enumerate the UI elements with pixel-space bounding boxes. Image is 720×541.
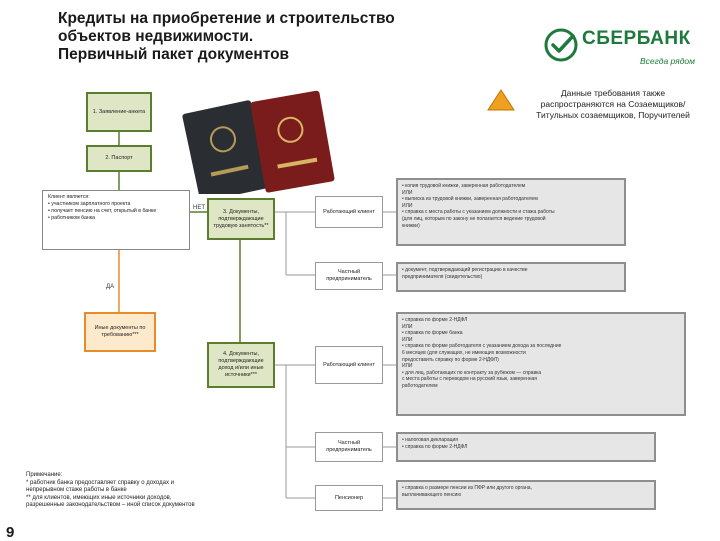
sberbank-logo-icon: [544, 28, 578, 62]
title-line-1: Кредиты на приобретение и строительство: [58, 10, 395, 27]
panel-line: с места работы с переводом на русский язык, заверенная: [402, 376, 537, 383]
footnote: [26, 472, 276, 510]
panel-line: работодателем: [402, 382, 438, 389]
panel-line: книжки): [402, 222, 420, 229]
panel-line: • выписка из трудовой книжки, заверенная работодателем: [402, 196, 538, 203]
page-number: 9: [6, 524, 15, 541]
panel-line: предпринимателя (свидетельство): [402, 273, 483, 280]
panel-entrepreneur-registration: [396, 262, 626, 292]
logo-name: СБЕРБАНК: [582, 28, 691, 49]
logo-slogan: Всегда рядом: [640, 56, 695, 66]
panel-line: • справка по форме 2-НДФЛ: [402, 317, 468, 323]
footnote-line: * работник банка предоставляет справку о доходах и: [26, 479, 174, 486]
panel-line: • налоговая декларация: [402, 437, 458, 443]
client-box-item: • получает пенсию на счет, открытый в банке: [48, 208, 157, 214]
panel-line: • для лиц, работающих по контракту за рубежом — справка: [402, 369, 542, 376]
other-docs-box: Иные документы по требованию***: [84, 312, 156, 352]
client-box-title: Клиент является:: [48, 194, 90, 200]
title-line-3: Первичный пакет документов: [58, 46, 290, 63]
category-entrepreneur-2: Частный предприниматель: [315, 432, 383, 462]
panel-line: (для лиц, которым по закону не полагается ведение трудовой: [402, 215, 546, 222]
title-line-2: объектов недвижимости.: [58, 28, 254, 45]
footnote-line: непрерывном стаже работы в банке: [26, 487, 127, 493]
step-3-employment-docs: 3. Документы, подтверждающие трудовую занятость**: [207, 198, 275, 240]
footnote-heading: Примечание:: [26, 472, 63, 478]
step-1-application-form: 1. Заявление-анкета: [86, 92, 152, 132]
panel-line: ИЛИ: [402, 323, 413, 330]
requirements-note: Данные требования также распространяются на Созаемщиков/ Титульных созаемщиков, Поручителей: [536, 88, 690, 120]
panel-line: 6 месяцев (для служащих, не имеющих возможности: [402, 349, 526, 356]
passports-image: [175, 84, 335, 194]
panel-line: • справка с места работы с указанием должности и стажа работы: [402, 209, 555, 216]
panel-line: ИЛИ: [402, 189, 413, 196]
page-title: [58, 10, 498, 64]
client-box-item: • участником зарплатного проекта: [48, 201, 131, 207]
category-employee-2: Работающий клиент: [315, 346, 383, 384]
panel-line: • копия трудовой книжки, заверенная работодателем: [402, 183, 526, 189]
panel-line: ИЛИ: [402, 336, 413, 343]
panel-line: ИЛИ: [402, 202, 413, 209]
panel-line: предоставить справку по форме 2-НДФЛ): [402, 356, 499, 363]
category-entrepreneur-1: Частный предприниматель: [315, 262, 383, 290]
panel-line: • справка по форме работодателя с указанием дохода за последние: [402, 343, 562, 350]
panel-entrepreneur-income: [396, 432, 656, 462]
footnote-line: ** для клиентов, имеющих иные источники доходов,: [26, 494, 172, 501]
panel-line: • справка о размере пенсии из ПФР или другого органа,: [402, 485, 532, 491]
panel-line: • справка по форме банка: [402, 330, 463, 337]
yes-label: ДА: [106, 284, 115, 290]
category-pensioner: Пенсионер: [315, 485, 383, 511]
panel-line: ИЛИ: [402, 363, 413, 370]
panel-income-proof: [396, 312, 686, 416]
client-type-box: [42, 190, 190, 250]
footnote-line: разрешенные законодательством – иной список документов: [26, 502, 195, 508]
step-4-income-docs: 4. Документы, подтверждающие доход и/или иные источники***: [207, 342, 275, 388]
warning-icon: [486, 88, 516, 112]
no-label: НЕТ: [193, 205, 205, 211]
panel-pension-proof: [396, 480, 656, 510]
panel-line: • документ, подтверждающий регистрацию в качестве: [402, 267, 528, 273]
panel-line: выплачивающего пенсию: [402, 491, 462, 498]
category-employee-1: Работающий клиент: [315, 196, 383, 228]
step-2-passport: 2. Паспорт: [86, 145, 152, 172]
client-box-item: • работником банка: [48, 215, 96, 221]
panel-employment-proof: [396, 178, 626, 246]
panel-line: • справка по форме 2-НДФЛ: [402, 443, 468, 450]
